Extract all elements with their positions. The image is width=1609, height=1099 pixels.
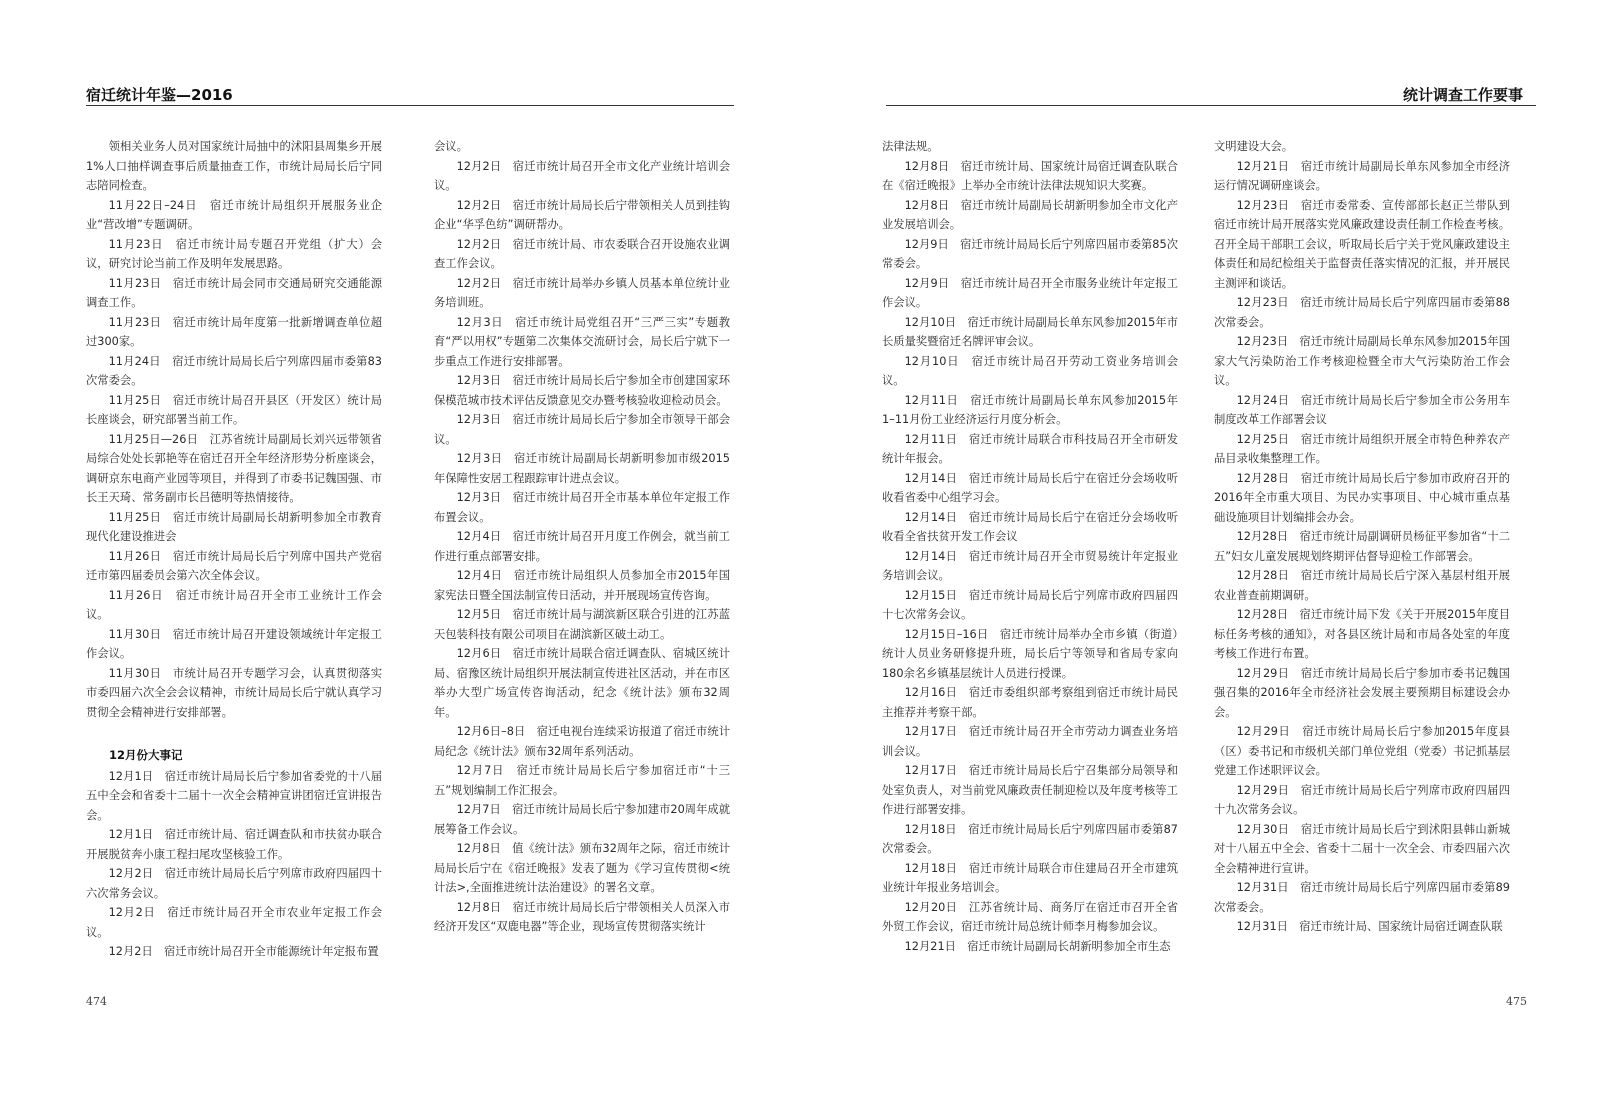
section-title: 12月份大事记 xyxy=(109,748,183,762)
event-entry: 12月2日 宿迁市统计局召开全市能源统计年定报布置 xyxy=(108,945,379,958)
text-column-2 xyxy=(434,137,730,937)
event-entry: 12月8日 宿迁市统计局、国家统计局宿迁调查队联合在《宿迁晚报》上举办全市统计法律法规知识大奖赛。 xyxy=(882,159,1178,192)
page-number: 475 xyxy=(1506,995,1527,1008)
event-entry: 12月9日 宿迁市统计局召开全市服务业统计年定报工作会议。 xyxy=(882,276,1178,309)
event-entry: 11月26日 宿迁市统计局召开全市工业统计工作会议。 xyxy=(86,588,382,621)
event-entry: 12月18日 宿迁市统计局联合市住建局召开全市建筑业统计年报业务培训会。 xyxy=(882,861,1178,894)
event-entry: 12月14日 宿迁市统计局局长后宁在宿迁分会场收听收看全省扶贫开发工作会议 xyxy=(882,510,1178,543)
event-entry: 12月21日 宿迁市统计局副局长单东风参加全市经济运行情况调研座谈会。 xyxy=(1214,159,1510,192)
event-entry: 12月2日 宿迁市统计局举办乡镇人员基本单位统计业务培训班。 xyxy=(434,276,730,309)
right-page xyxy=(804,0,1609,1099)
event-entry: 12月5日 宿迁市统计局与湖滨新区联合引进的江苏蓝天包装科技有限公司项目在湖滨新区破土动工。 xyxy=(434,608,730,641)
continued-paragraph: 文明建设大会。 xyxy=(1214,140,1294,153)
event-entry: 12月3日 宿迁市统计局局长后宁参加全市领导干部会议。 xyxy=(434,413,730,446)
event-entry: 12月11日 宿迁市统计局副局长单东风参加2015年1–11月份工业经济运行月度分析会。 xyxy=(882,393,1178,426)
event-entry: 11月30日 宿迁市统计局召开建设领域统计年定报工作会议。 xyxy=(86,627,382,660)
event-entry: 12月15日–16日 宿迁市统计局举办全市乡镇（街道）统计人员业务研修提升班，局长后宁等领导和省局专家向180余名乡镇基层统计人员进行授课。 xyxy=(882,627,1178,680)
event-entry: 12月1日 宿迁市统计局、宿迁调查队和市扶贫办联合开展脱贫奔小康工程扫尾攻坚核验工作。 xyxy=(86,828,382,861)
event-entry: 12月16日 宿迁市委组织部考察组到宿迁市统计局民主推荐并考察干部。 xyxy=(882,686,1178,719)
event-entry: 11月23日 宿迁市统计局专题召开党组（扩大）会议，研究讨论当前工作及明年发展思路。 xyxy=(86,237,382,270)
event-entry: 12月7日 宿迁市统计局局长后宁参加建市20周年成就展筹备工作会议。 xyxy=(434,803,730,836)
continued-paragraph: 会议。 xyxy=(434,140,468,153)
event-entry: 12月31日 宿迁市统计局、国家统计局宿迁调查队联 xyxy=(1236,920,1503,933)
event-entry: 12月4日 宿迁市统计局组织人员参加全市2015年国家宪法日暨全国法制宣传日活动，并开展现场宣传咨询。 xyxy=(434,569,730,602)
event-entry: 12月17日 宿迁市统计局召开全市劳动力调查业务培训会议。 xyxy=(882,725,1178,758)
event-entry: 12月2日 宿迁市统计局、市农委联合召开设施农业调查工作会议。 xyxy=(434,237,730,270)
event-entry: 11月24日 宿迁市统计局局长后宁列席四届市委第83次常委会。 xyxy=(86,354,382,387)
left-page xyxy=(0,0,804,1099)
event-entry: 12月14日 宿迁市统计局召开全市贸易统计年定报业务培训会议。 xyxy=(882,549,1178,582)
running-header: 统计调查工作要事 xyxy=(1402,86,1523,104)
event-entry: 12月2日 宿迁市统计局召开全市文化产业统计培训会议。 xyxy=(434,159,730,192)
event-entry: 12月28日 宿迁市统计局副调研员杨征平参加省“十二五”妇女儿童发展规划终期评估督导迎检工作部署会。 xyxy=(1214,530,1510,563)
event-entry: 12月4日 宿迁市统计局召开月度工作例会，就当前工作进行重点部署安排。 xyxy=(434,530,730,563)
running-header: 宿迁统计年鉴—2016 xyxy=(86,86,233,104)
event-entry: 12月29日 宿迁市统计局局长后宁参加2015年度县（区）委书记和市级机关部门单位党组（党委）书记抓基层党建工作述职评议会。 xyxy=(1214,725,1510,777)
event-entry: 12月8日 值《统计法》颁布32周年之际，宿迁市统计局局长后宁在《宿迁晚报》发表了题为《学习宣传贯彻<统计法>,全面推进统计法治建设》的署名文章。 xyxy=(434,842,730,894)
event-entry: 12月28日 宿迁市统计局局长后宁参加市政府召开的2016年全市重大项目、为民办实事项目、中心城市重点基础设施项目计划编排会办会。 xyxy=(1214,471,1510,524)
text-column-1 xyxy=(882,137,1178,956)
event-entry: 12月30日 宿迁市统计局局长后宁到沭阳县韩山新城对十八届五中全会、省委十二届十一次全会、市委四届六次全会精神进行宣讲。 xyxy=(1214,822,1510,875)
event-entry: 12月29日 宿迁市统计局局长后宁列席市政府四届四十九次常务会议。 xyxy=(1214,783,1510,816)
event-entry: 12月9日 宿迁市统计局局长后宁列席四届市委第85次常委会。 xyxy=(882,237,1178,270)
event-entry: 12月3日 宿迁市统计局局长后宁参加全市创建国家环保模范城市技术评估反馈意见交办暨考核验收迎检动员会。 xyxy=(434,374,730,407)
event-entry: 12月3日 宿迁市统计局召开全市基本单位年定报工作布置会议。 xyxy=(434,491,730,524)
event-entry: 11月30日 市统计局召开专题学习会，认真贯彻落实市委四届六次全会会议精神，市统计局局长后宁就认真学习贯彻全会精神进行安排部署。 xyxy=(86,666,382,719)
event-entry: 12月23日 宿迁市委常委、宣传部部长赵正兰带队到宿迁市统计局开展落实党风廉政建设责任制工作检查考核。召开全局干部职工会议，听取局长后宁关于党风廉政建设主体责任和局纪检组关于监督责任落实情况的汇报，并开展民主测评和谈话。 xyxy=(1214,198,1510,290)
text-column-2 xyxy=(1214,137,1510,937)
event-entry: 12月10日 宿迁市统计局召开劳动工资业务培训会议。 xyxy=(882,354,1178,387)
event-entry: 12月28日 宿迁市统计局局长后宁深入基层村组开展农业普查前期调研。 xyxy=(1214,569,1510,602)
event-entry: 12月1日 宿迁市统计局局长后宁参加省委党的十八届五中全会和省委十二届十一次全会精神宣讲团宿迁宣讲报告会。 xyxy=(86,769,382,822)
event-entry: 11月25日—26日 江苏省统计局副局长刘兴远带领省局综合处处长郭艳等在宿迁召开全年经济形势分析座谈会，调研京东电商产业园等项目，并得到了市委书记魏国强、市长王天琦、常务副市长吕德明等热情接待。 xyxy=(86,432,382,504)
event-entry: 12月29日 宿迁市统计局局长后宁参加市委书记魏国强召集的2016年全市经济社会发展主要预期目标建设会办会。 xyxy=(1214,666,1510,719)
event-entry: 11月23日 宿迁市统计局年度第一批新增调查单位超过300家。 xyxy=(86,315,382,348)
event-entry: 12月23日 宿迁市统计局局长后宁列席四届市委第88次常委会。 xyxy=(1214,296,1510,329)
event-entry: 12月2日 宿迁市统计局召开全市农业年定报工作会议。 xyxy=(86,906,382,939)
event-entry: 12月7日 宿迁市统计局局长后宁参加宿迁市“十三五”规划编制工作汇报会。 xyxy=(434,764,730,797)
event-entry: 12月2日 宿迁市统计局局长后宁带领相关人员到挂钩企业“华孚色纺”调研帮办。 xyxy=(434,198,730,231)
event-entry: 12月18日 宿迁市统计局局长后宁列席四届市委第87次常委会。 xyxy=(882,822,1178,855)
event-entry: 12月11日 宿迁市统计局联合市科技局召开全市研发统计年报会。 xyxy=(882,432,1178,465)
event-entry: 11月25日 宿迁市统计局召开县区（开发区）统计局长座谈会，研究部署当前工作。 xyxy=(86,393,382,426)
page-number: 474 xyxy=(86,995,107,1008)
event-entry: 领相关业务人员对国家统计局抽中的沭阳县周集乡开展1%人口抽样调查事后质量抽查工作，市统计局局长后宁同志陪同检查。 xyxy=(86,140,382,192)
event-entry: 12月25日 宿迁市统计局组织开展全市特色种养农产品目录收集整理工作。 xyxy=(1214,432,1510,465)
header-rule xyxy=(886,105,1536,106)
event-entry: 12月23日 宿迁市统计局副局长单东风参加2015年国家大气污染防治工作考核迎检暨全市大气污染防治工作会议。 xyxy=(1214,335,1510,387)
event-entry: 12月8日 宿迁市统计局局长后宁带领相关人员深入市经济开发区“双鹿电器”等企业，现场宣传贯彻落实统计 xyxy=(434,900,730,933)
event-entry: 12月2日 宿迁市统计局局长后宁列席市政府四届四十六次常务会议。 xyxy=(86,867,382,900)
event-entry: 12月28日 宿迁市统计局下发《关于开展2015年度目标任务考核的通知》，对各县区统计局和市局各处室的年度考核工作进行布置。 xyxy=(1214,608,1510,660)
text-column-1 xyxy=(86,137,382,962)
header-rule xyxy=(86,105,734,106)
event-entry: 12月6日 宿迁市统计局联合宿迁调查队、宿城区统计局、宿豫区统计局组织开展法制宣传进社区活动，并在市区举办大型广场宣传咨询活动，纪念《统计法》颁布32周年。 xyxy=(434,647,730,719)
event-entry: 12月15日 宿迁市统计局局长后宁列席市政府四届四十七次常务会议。 xyxy=(882,588,1178,621)
event-entry: 11月23日 宿迁市统计局会同市交通局研究交通能源调查工作。 xyxy=(86,276,382,309)
event-entry: 12月20日 江苏省统计局、商务厅在宿迁市召开全省外贸工作会议，宿迁市统计局总统计师李月梅参加会议。 xyxy=(882,900,1178,933)
event-entry: 12月6日–8日 宿迁电视台连续采访报道了宿迁市统计局纪念《统计法》颁布32周年系列活动。 xyxy=(434,725,730,758)
event-entry: 12月3日 宿迁市统计局副局长胡新明参加市级2015年保障性安居工程跟踪审计进点会议。 xyxy=(434,452,730,485)
event-entry: 12月8日 宿迁市统计局副局长胡新明参加全市文化产业发展培训会。 xyxy=(882,198,1178,231)
event-entry: 12月3日 宿迁市统计局党组召开“三严三实”专题教育“严以用权”专题第二次集体交流研讨会，局长后宁就下一步重点工作进行安排部署。 xyxy=(434,315,730,368)
event-entry: 12月21日 宿迁市统计局副局长胡新明参加全市生态 xyxy=(904,939,1171,953)
event-entry: 12月14日 宿迁市统计局局长后宁在宿迁分会场收听收看省委中心组学习会。 xyxy=(882,471,1178,504)
event-entry: 12月24日 宿迁市统计局局长后宁参加全市公务用车制度改革工作部署会议 xyxy=(1214,393,1510,426)
continued-paragraph: 法律法规。 xyxy=(882,140,939,153)
event-entry: 11月22日–24日 宿迁市统计局组织开展服务业企业“营改增”专题调研。 xyxy=(86,198,382,231)
event-entry: 12月17日 宿迁市统计局局长后宁召集部分局领导和处室负责人，对当前党风廉政责任制迎检以及年度考核等工作进行部署安排。 xyxy=(882,764,1178,816)
event-entry: 11月25日 宿迁市统计局副局长胡新明参加全市教育现代化建设推进会 xyxy=(86,510,382,543)
event-entry: 12月31日 宿迁市统计局局长后宁列席四届市委第89次常委会。 xyxy=(1214,881,1510,914)
event-entry: 12月10日 宿迁市统计局副局长单东风参加2015年市长质量奖暨宿迁名牌评审会议。 xyxy=(882,315,1178,348)
event-entry: 11月26日 宿迁市统计局局长后宁列席中国共产党宿迁市第四届委员会第六次全体会议。 xyxy=(86,549,382,582)
